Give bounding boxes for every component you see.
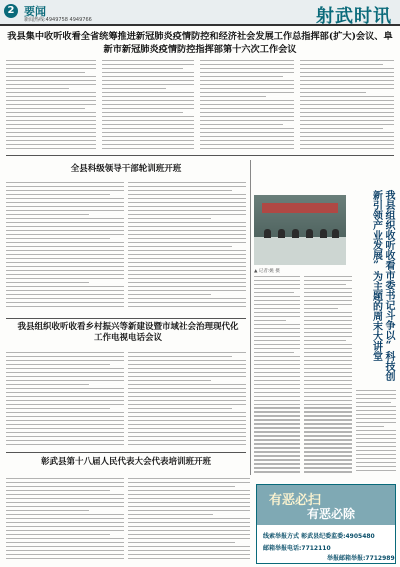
lead-article-body-col2 [102,60,194,152]
lecture-article-col1 [254,276,300,476]
rural-revitalization-headline[interactable]: 我县组织收听收看乡村振兴等新建设暨市域社会治理现代化工作电视电话会议 [17,322,239,343]
news-hotline: 新闻热线:4949758 4949766 [24,17,92,23]
photo-caption: ▲ 记者:姚 摄 [254,269,280,274]
npc-training-headline[interactable]: 彰武县第十八届人民代表大会代表培训班开班 [40,457,211,467]
lead-article-body-col1 [6,60,96,152]
anti-crime-ad [256,484,396,564]
npc-article-col2 [128,478,250,564]
section-name: 要闻 [24,5,46,18]
attendee [306,229,313,238]
rural-article-col1 [6,352,124,448]
page-header [0,0,400,26]
npc-article-col1 [6,478,124,564]
ad-slogan-line1: 有恶必扫 [269,493,322,508]
meeting-photo [254,195,346,265]
meeting-banner [262,203,338,213]
ad-slogan-panel [257,485,395,525]
section-divider [6,155,394,156]
masthead-logo: 射武时讯 [316,6,392,27]
page-number: 2 [4,4,18,18]
column-rule [250,160,251,475]
rural-article-col2 [128,352,246,448]
ad-phone-line1: 邮箱举报电话:7712110 [263,545,331,552]
lead-article-body-col3 [200,60,294,152]
section-divider [6,318,246,319]
lecture-article-col2 [304,276,352,476]
ad-contact-line: 线索举报方式 彰武县纪委监委:4905480 [263,533,375,540]
attendee [278,229,285,238]
meeting-desk [254,237,346,265]
attendee [292,229,299,238]
lecture-vertical-headline[interactable]: 我县组织收听收看市委书记斗争以“科技创新引领产业发展”为主题的周末大讲堂 [370,190,394,381]
lead-headline[interactable]: 我县集中收听收看全省统筹推进新冠肺炎疫情防控和经济社会发展工作总指挥部(扩大)会议、阜新市新冠肺炎疫情防控指挥部第十六次工作会议 [7,31,393,55]
ad-phone-line2: 举报邮箱举报:7712989 [327,555,395,562]
attendee [264,229,271,238]
lead-article-body-col4 [300,60,394,152]
training-article-col1 [6,182,124,312]
attendee [320,229,327,238]
training-article-col2 [128,182,246,312]
section-divider [6,452,246,453]
ad-slogan-line2: 有恶必除 [307,507,356,521]
lecture-article-col3 [356,390,396,476]
training-class-headline[interactable]: 全县科级领导干部轮训班开班 [70,164,182,174]
attendee [332,229,339,238]
